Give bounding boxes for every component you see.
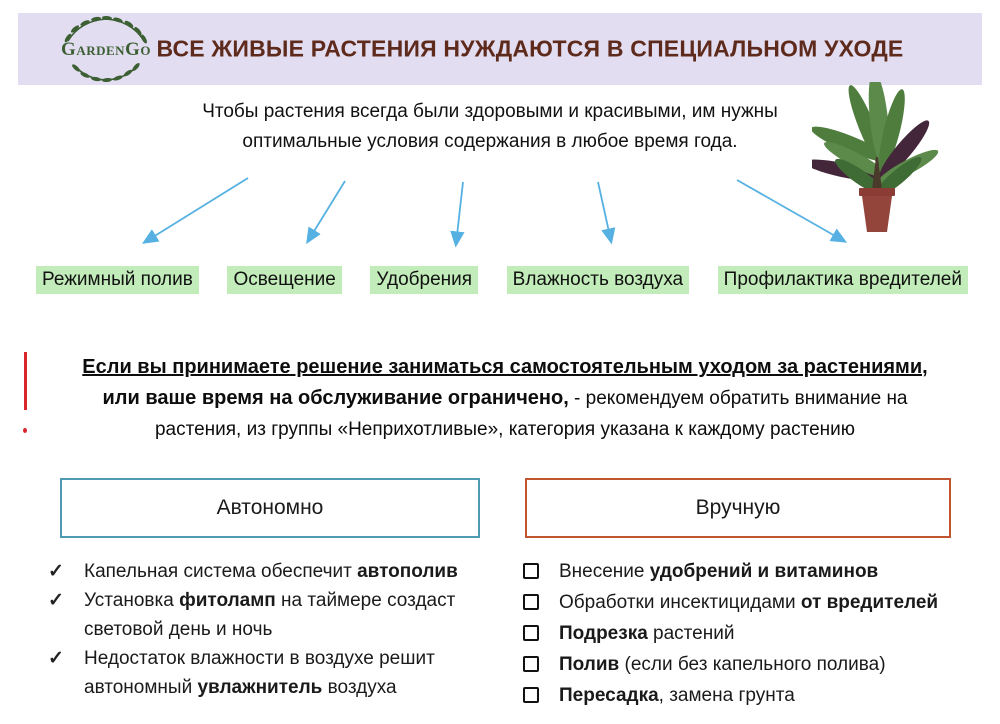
autonomous-list [48, 557, 493, 702]
arrow-watering [145, 178, 248, 242]
autonomous-box [60, 478, 480, 538]
list-item [523, 619, 973, 650]
checkbox-icon [523, 650, 559, 681]
list-item-text: Пересадка, замена грунта [559, 685, 795, 706]
care-factor-label: Освещение [227, 266, 341, 294]
list-item [48, 557, 493, 586]
autonomous-box-title: Автономно [216, 496, 324, 519]
checkbox-icon [523, 588, 559, 619]
header-band [18, 13, 982, 85]
check-icon: ✓ [48, 590, 64, 611]
note-text [40, 352, 970, 445]
check-icon: ✓ [48, 648, 64, 669]
checkbox-icon [523, 619, 559, 650]
care-factor-label: Режимный полив [36, 266, 199, 294]
list-item [523, 650, 973, 681]
logo-text: GardenGo [61, 39, 151, 60]
care-factors-row [36, 266, 968, 294]
note-line-3: растения, из группы «Неприхотливые», категория указана к каждому растению [154, 419, 856, 440]
arrow-pests [737, 180, 844, 241]
list-item [523, 557, 973, 588]
list-item-text: Установка фитоламп на таймере создаст световой день и ночь [84, 590, 456, 640]
list-item [48, 644, 493, 702]
arrow-lighting [308, 181, 345, 241]
note-line-2-regular: - рекомендуем обратить внимание на [568, 388, 908, 409]
list-item-text: Полив (если без капельного полива) [559, 654, 886, 675]
page-title: ВСЕ ЖИВЫЕ РАСТЕНИЯ НУЖДАЮТСЯ В СПЕЦИАЛЬНОМ УХОДЕ [156, 35, 904, 62]
list-item-text: Недостаток влажности в воздухе решит автономный увлажнитель воздуха [84, 648, 435, 698]
arrow-humidity [598, 182, 611, 241]
care-factor-label: Удобрения [370, 266, 478, 294]
checkbox-icon [523, 557, 559, 588]
intro-text [160, 97, 820, 157]
checkbox-icon [523, 681, 559, 712]
intro-line-1: Чтобы растения всегда были здоровыми и красивыми, им нужны [202, 101, 778, 122]
flow-arrows [0, 170, 1000, 260]
check-icon: ✓ [48, 561, 64, 582]
note-line-2-bold: или ваше время на обслуживание ограничено, [102, 387, 569, 409]
list-item [48, 586, 493, 644]
list-item [523, 681, 973, 712]
list-item-text: Внесение удобрений и витаминов [559, 561, 879, 582]
manual-box-title: Вручную [695, 496, 781, 519]
note-accent-dot [23, 428, 27, 433]
manual-list [523, 557, 973, 712]
list-item [523, 588, 973, 619]
intro-line-2: оптимальные условия содержания в любое время года. [242, 131, 738, 152]
list-item-text: Подрезка растений [559, 623, 735, 644]
care-factor-label: Влажность воздуха [507, 266, 689, 294]
note-line-1: Если вы принимаете решение заниматься самостоятельным уходом за растениями, [82, 356, 928, 378]
list-item-text: Обработки инсектицидами от вредителей [559, 592, 939, 613]
manual-box [525, 478, 951, 538]
arrow-fertilizer [456, 182, 463, 244]
note-accent-line [24, 352, 27, 410]
care-factor-label: Профилактика вредителей [718, 266, 968, 294]
list-item-text: Капельная система обеспечит автополив [84, 561, 458, 582]
